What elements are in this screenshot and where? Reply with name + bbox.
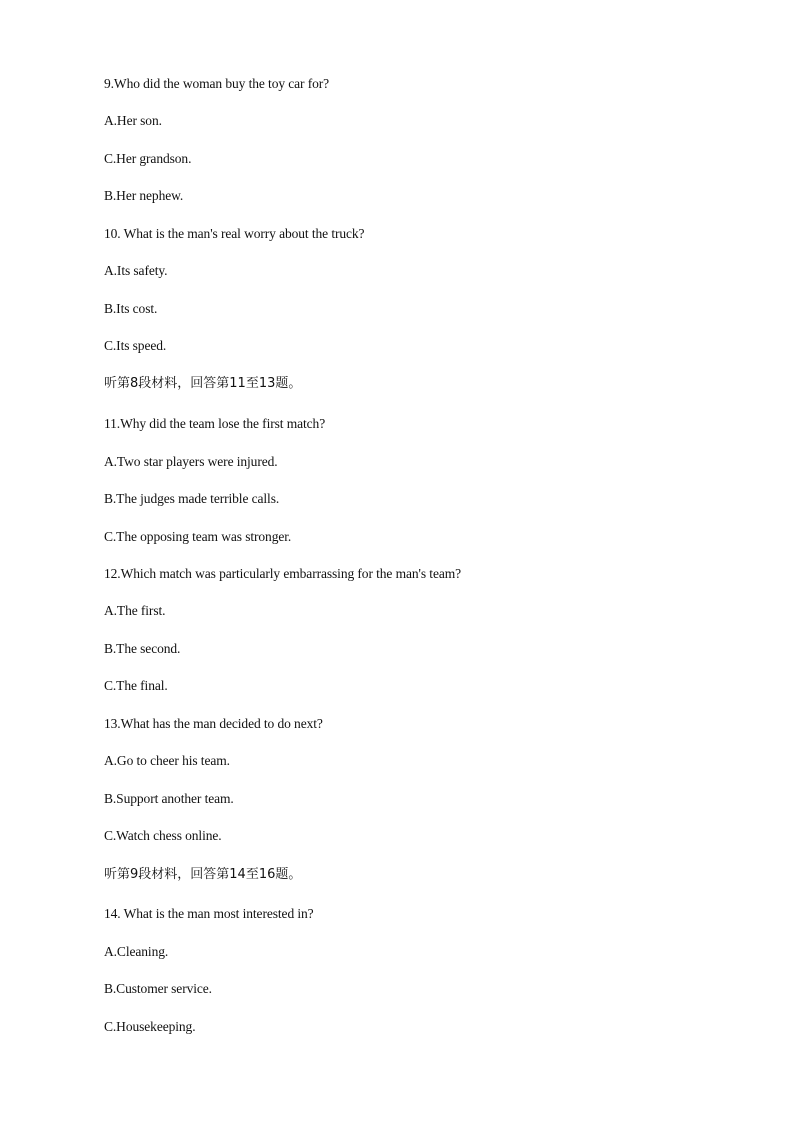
q11-option-c: C.The opposing team was stronger. (104, 529, 292, 544)
q11-option-b: B.The judges made terrible calls. (104, 491, 280, 506)
question-10: 10. What is the man's real worry about the truck? (104, 226, 365, 241)
q12-option-b: B.The second. (104, 641, 181, 656)
q9-option-c: C.Her grandson. (104, 151, 192, 166)
q10-option-c: C.Its speed. (104, 338, 167, 353)
question-9: 9.Who did the woman buy the toy car for? (104, 76, 330, 91)
q13-option-a: A.Go to cheer his team. (104, 753, 230, 768)
section-heading-8: 听第8段材料，回答第11至13题。 (104, 376, 302, 391)
question-11: 11.Why did the team lose the first match? (104, 416, 326, 431)
q13-option-c: C.Watch chess online. (104, 828, 222, 843)
question-12: 12.Which match was particularly embarrassing for the man's team? (104, 566, 462, 581)
q13-option-b: B.Support another team. (104, 791, 234, 806)
q10-option-a: A.Its safety. (104, 263, 168, 278)
q14-option-c: C.Housekeeping. (104, 1019, 196, 1034)
q11-option-a: A.Two star players were injured. (104, 454, 278, 469)
q10-option-b: B.Its cost. (104, 301, 158, 316)
q14-option-b: B.Customer service. (104, 981, 212, 996)
section-heading-9: 听第9段材料，回答第14至16题。 (104, 867, 302, 882)
q9-option-b: B.Her nephew. (104, 188, 184, 203)
q12-option-a: A.The first. (104, 603, 166, 618)
q9-option-a: A.Her son. (104, 113, 162, 128)
question-13: 13.What has the man decided to do next? (104, 716, 323, 731)
question-14: 14. What is the man most interested in? (104, 906, 314, 921)
q12-option-c: C.The final. (104, 678, 168, 693)
q14-option-a: A.Cleaning. (104, 944, 169, 959)
